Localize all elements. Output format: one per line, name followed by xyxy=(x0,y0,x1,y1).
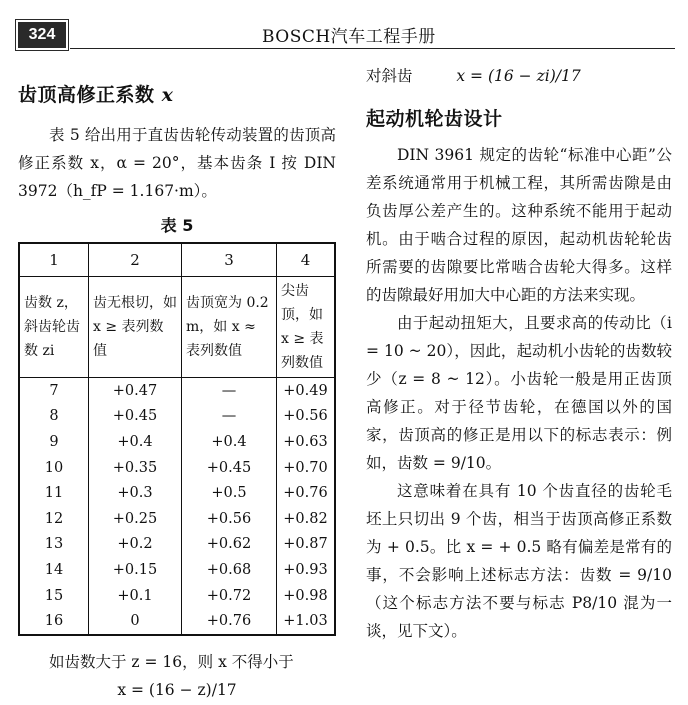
table-row xyxy=(19,378,335,404)
table-cell: 12 xyxy=(44,510,64,527)
table-cell: 15 xyxy=(44,587,64,604)
header-rule xyxy=(70,48,675,49)
table-cell: — xyxy=(182,378,277,404)
table-cell: +0.82 xyxy=(277,506,336,532)
table-row xyxy=(19,506,335,532)
left-column xyxy=(18,80,336,704)
table-cell: +0.2 xyxy=(89,532,182,558)
table-cell: 11 xyxy=(44,485,64,502)
table-title: 表 5 xyxy=(160,216,194,235)
table-cell: +0.45 xyxy=(89,404,182,430)
helical-formula: x = (16 − zi)/17 xyxy=(456,67,581,85)
col-desc-4: 尖齿顶，如 x ≥ 表列数值 xyxy=(277,277,336,378)
intro-paragraph: 表 5 给出用于直齿齿轮传动装置的齿顶高修正系数 x，α = 20°，基本齿条 I 按 DIN 3972（h_fP = 1.167·m）。 xyxy=(18,126,336,200)
page-number: 324 xyxy=(18,22,66,48)
table-cell: +0.49 xyxy=(277,378,336,404)
table-description-row xyxy=(19,277,335,378)
table-cell: +0.35 xyxy=(89,455,182,481)
table-cell: +0.4 xyxy=(182,429,277,455)
table-body xyxy=(19,378,335,635)
addendum-table xyxy=(18,242,336,636)
starter-paragraph-1: DIN 3961 规定的齿轮“标准中心距”公差系统通常用于机械工程，其所需齿隙是由负齿厚公差产生的。这种系统不能用于起动机。由于啮合过程的原因，起动机齿轮轮齿所需要的齿隙要比常啮合齿轮大得多。这样的齿隙最好用加大中心距的方法来实现。 xyxy=(366,146,672,304)
table-cell: +0.56 xyxy=(277,404,336,430)
table-cell: +0.93 xyxy=(277,557,336,583)
table-cell: +0.56 xyxy=(182,506,277,532)
col-number-2: 2 xyxy=(89,243,182,277)
starter-paragraph-3: 这意味着在具有 10 个齿直径的齿轮毛坯上只切出 9 个齿，相当于齿顶高修正系数为 + 0.5。比 x = + 0.5 略有偏差是常有的事，不会影响上述标志方法：齿数 = 9/10（这个标志方法不要与标志 P8/10 混为一谈，见下文）。 xyxy=(366,482,672,640)
helical-label: 对斜齿 xyxy=(366,67,413,85)
table-cell: +0.76 xyxy=(182,608,277,635)
general-formula: x = (16 − z)/17 xyxy=(117,680,237,699)
table-cell: 10 xyxy=(44,459,64,476)
table-cell: 7 xyxy=(49,382,59,399)
table-row xyxy=(19,532,335,558)
table-cell: +0.63 xyxy=(277,429,336,455)
table-number-row xyxy=(19,243,335,277)
after-table-line1: 如齿数大于 z = 16，则 x 不得小于 xyxy=(49,652,294,671)
table-cell: +0.5 xyxy=(182,480,277,506)
table-cell: +0.62 xyxy=(182,532,277,558)
table-cell: 16 xyxy=(44,613,64,630)
table-row xyxy=(19,404,335,430)
table-cell: — xyxy=(182,404,277,430)
section-title-var: x xyxy=(161,84,174,106)
table-cell: +0.76 xyxy=(277,480,336,506)
section-title-starter: 起动机轮齿设计 xyxy=(366,108,503,130)
table-cell: +0.45 xyxy=(182,455,277,481)
table-cell: +0.68 xyxy=(182,557,277,583)
table-cell: +0.70 xyxy=(277,455,336,481)
table-row xyxy=(19,608,335,635)
table-cell: +1.03 xyxy=(277,608,336,635)
table-cell: +0.4 xyxy=(89,429,182,455)
table-cell: +0.15 xyxy=(89,557,182,583)
col-desc-1: 齿数 z，斜齿轮齿数 zi xyxy=(19,277,89,378)
col-number-1: 1 xyxy=(19,243,89,277)
table-cell: +0.25 xyxy=(89,506,182,532)
table-cell: +0.87 xyxy=(277,532,336,558)
table-cell: 13 xyxy=(44,536,64,553)
table-cell: +0.3 xyxy=(89,480,182,506)
table-cell: +0.47 xyxy=(89,378,182,404)
table-row xyxy=(19,583,335,609)
table-cell: +0.98 xyxy=(277,583,336,609)
table-cell: 9 xyxy=(49,433,59,450)
col-desc-3: 齿顶宽为 0.2 m，如 x ≈ 表列数值 xyxy=(182,277,277,378)
col-number-4: 4 xyxy=(277,243,336,277)
table-row xyxy=(19,455,335,481)
section-title-addendum xyxy=(18,80,336,107)
right-column xyxy=(366,62,672,645)
table-cell: +0.72 xyxy=(182,583,277,609)
col-desc-2: 齿无根切，如 x ≥ 表列数值 xyxy=(89,277,182,378)
running-title: BOSCH汽车工程手册 xyxy=(262,27,436,47)
table-cell: +0.1 xyxy=(89,583,182,609)
table-cell: 14 xyxy=(44,561,64,578)
table-cell: 0 xyxy=(89,608,182,635)
table-row xyxy=(19,480,335,506)
section-title-text: 齿顶高修正系数 xyxy=(18,84,155,106)
col-number-3: 3 xyxy=(182,243,277,277)
table-row xyxy=(19,557,335,583)
table-row xyxy=(19,429,335,455)
helical-formula-line xyxy=(366,62,672,90)
starter-paragraph-2: 由于起动扭矩大，且要求高的传动比（i = 10 ~ 20），因此，起动机小齿轮的齿数较少（z = 8 ~ 12）。小齿轮一般是用正齿顶高修正。对于径节齿轮，在德国以外的国家，齿顶高的修正是用以下的标志表示：例如，齿数 = 9/10。 xyxy=(366,314,672,472)
table-cell: 8 xyxy=(49,408,59,425)
